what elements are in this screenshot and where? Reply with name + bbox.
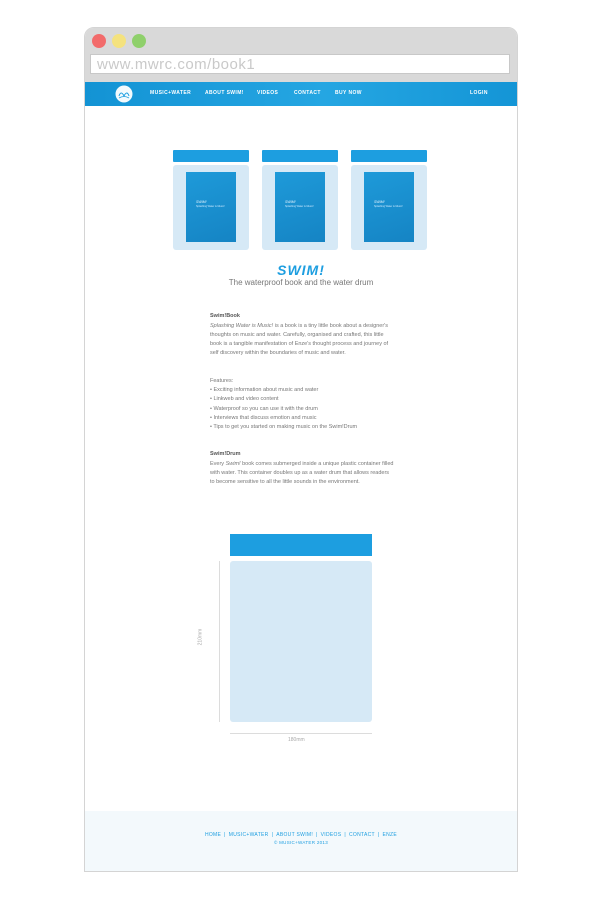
list-item: • Waterproof so you can use it with the drum (210, 405, 318, 412)
nav-item-music-water[interactable]: MUSIC+WATER (150, 90, 192, 96)
maximize-window-button[interactable] (132, 34, 146, 48)
footer-link-enze[interactable]: ENZE (382, 832, 398, 838)
browser-chrome (85, 28, 517, 82)
site-navbar (85, 82, 517, 106)
address-bar-url: www.mwrc.com/book1 (97, 56, 256, 73)
footer-separator: | (344, 832, 346, 838)
book-heading: Swim!Book (210, 313, 240, 319)
footer-link-home[interactable]: HOME (204, 832, 222, 838)
width-dimension-label: 180mm (288, 737, 305, 743)
book-cover-title: SWIM! (285, 200, 296, 204)
drum-heading: Swim!Drum (210, 451, 241, 457)
drum-container-body (230, 561, 372, 722)
footer-separator: | (271, 832, 274, 838)
footer-link-music-water[interactable]: MUSIC+WATER (228, 832, 269, 838)
book-cover-subtitle: Splashing Water is Music! (285, 205, 314, 208)
address-bar[interactable] (90, 54, 510, 74)
footer-separator: | (377, 832, 380, 838)
login-link[interactable]: LOGIN (470, 90, 488, 96)
minimize-window-button[interactable] (112, 34, 126, 48)
list-item: • Interviews that discuss emotion and music (210, 414, 317, 421)
nav-item-videos[interactable]: VIDEOS (257, 90, 279, 96)
card-lid (262, 150, 338, 162)
drum-container-lid (230, 534, 372, 556)
book-cover-title: SWIM! (196, 200, 207, 204)
footer-copyright: © MUSIC+WATER 2013 (273, 840, 329, 845)
book-cover (186, 172, 236, 242)
footer-link-contact[interactable]: CONTACT (348, 832, 375, 838)
footer-separator: | (224, 832, 226, 838)
height-dimension-line (219, 561, 220, 722)
drum-description (210, 460, 395, 487)
book-cover-subtitle: Splashing Water is Music! (196, 205, 225, 208)
nav-item-contact[interactable]: CONTACT (294, 90, 321, 96)
features-label: Features: (210, 378, 234, 384)
drum-text-pre: Every (210, 461, 226, 467)
width-dimension-line (230, 733, 372, 734)
drum-text-post: book comes submerged inside a unique plastic container filled with water. This container doubles up as a water drum that allows readers to become sensitive to all the little sounds in the environment. (210, 461, 394, 485)
book-title-italic: Splashing Water is Music! (210, 323, 274, 329)
book-cover-title: SWIM! (374, 200, 385, 204)
card-container (173, 165, 249, 250)
card-container (351, 165, 427, 250)
drum-text-italic: Swim! (225, 461, 241, 467)
nav-item-about-swim[interactable]: ABOUT SWIM! (205, 90, 244, 96)
list-item: • Tips to get you started on making music on the Swim!Drum (210, 424, 358, 431)
card-container (262, 165, 338, 250)
card-lid (173, 150, 249, 162)
book-cover (275, 172, 325, 242)
close-window-button[interactable] (92, 34, 106, 48)
footer-link-videos[interactable]: VIDEOS (320, 832, 342, 838)
list-item: • Exciting information about music and water (210, 387, 319, 393)
list-item: • Linkweb and video content (210, 396, 279, 403)
site-footer (85, 811, 517, 871)
page-subtitle: The waterproof book and the water drum (228, 278, 374, 287)
music-water-logo-icon[interactable] (115, 85, 133, 103)
browser-window (84, 27, 518, 872)
card-lid (351, 150, 427, 162)
nav-item-buy-now[interactable]: BUY NOW (335, 90, 362, 96)
book-description-text: is a book is a tiny little book about a designer's thoughts on music and water. Carefully, organised and crafted, this little book is a tangible manifestation of Enze's thought process and journey of self discovery within the boundaries of music and water. (210, 323, 389, 356)
height-dimension-label: 210mm (197, 628, 204, 646)
footer-links (85, 832, 517, 838)
page-title: SWIM! (277, 262, 325, 278)
book-description (210, 322, 395, 358)
book-cover (364, 172, 414, 242)
footer-separator: | (316, 832, 318, 838)
footer-link-about-swim[interactable]: ABOUT SWIM! (276, 832, 314, 838)
book-cover-subtitle: Splashing Water is Music! (374, 205, 403, 208)
features-list (210, 386, 400, 432)
